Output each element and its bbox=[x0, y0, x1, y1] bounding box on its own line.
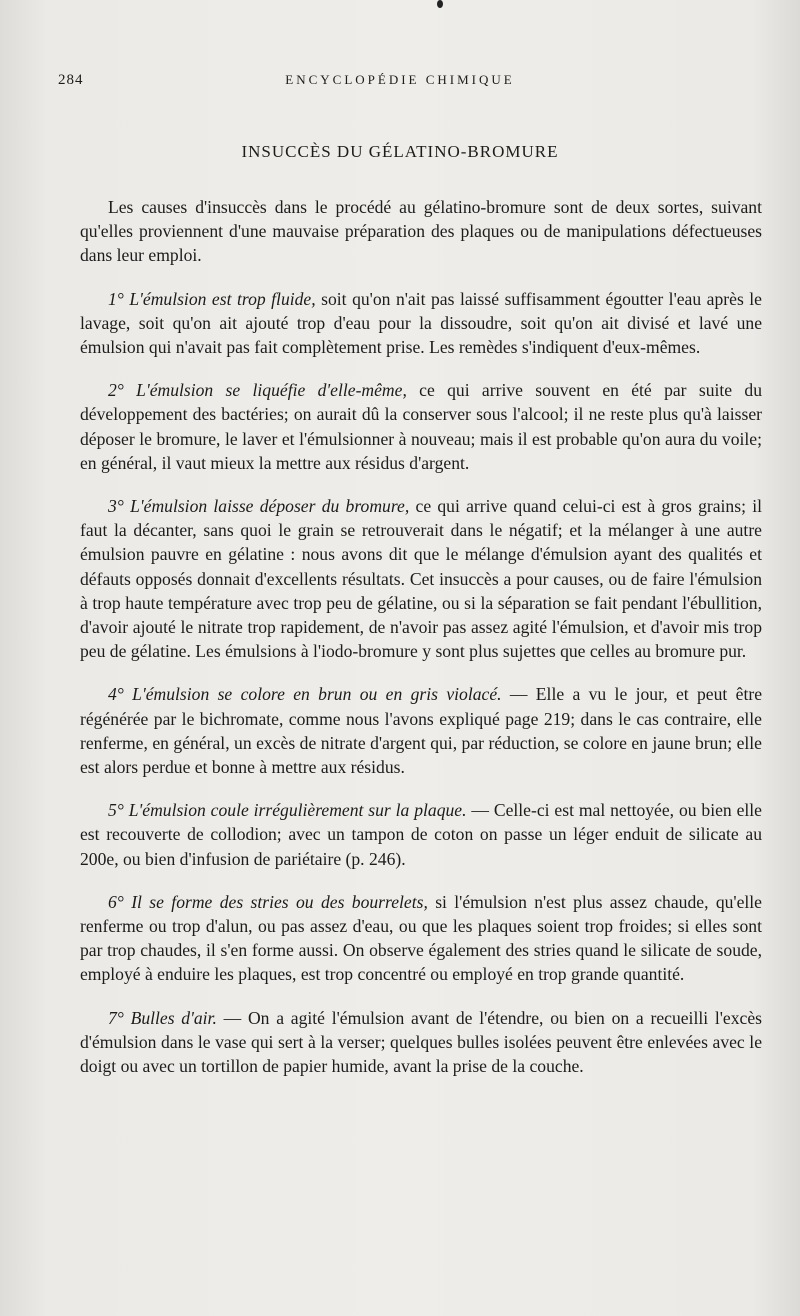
paragraph-item-6: 6° Il se forme des stries ou des bourrelets, si l'émulsion n'est plus assez chaude, qu'elle renferme ou trop d'alun, ou pas assez d'eau, ou que les plaques soient trop froides; si elles sont par trop chaudes, il s'en forme aussi. On observe également des stries quand le silicate de soude, employé à enduire les plaques, est trop concentré ou employé en trop grande quantité. bbox=[80, 891, 762, 985]
item-lead: 1° L'émulsion est trop fluide, bbox=[108, 288, 316, 309]
page-number: 284 bbox=[58, 72, 84, 88]
item-lead: 2° L'émulsion se liquéfie d'elle-même, bbox=[108, 380, 407, 401]
item-lead: 7° Bulles d'air. bbox=[108, 1007, 217, 1028]
paragraph-item-7: 7° Bulles d'air. — On a agité l'émulsion avant de l'étendre, ou bien on a recueilli l'excès d'émulsion dans le vase qui sert à la verser; quelques bulles isolées peuvent être enlevées avec le doigt ou avec un tortillon de papier humide, avant la prise de la couche. bbox=[80, 1007, 762, 1077]
section-title: INSUCCÈS DU GÉLATINO-BROMURE bbox=[241, 142, 559, 161]
body-text bbox=[80, 195, 762, 1097]
item-lead: 6° Il se forme des stries ou des bourrelets, bbox=[108, 891, 428, 912]
paragraph-intro: Les causes d'insuccès dans le procédé au gélatino-bromure sont de deux sortes, suivant qu'elles proviennent d'une mauvaise préparation des plaques ou de manipulations défectueuses dans leur emploi. bbox=[80, 197, 762, 266]
running-title: ENCYCLOPÉDIE CHIMIQUE bbox=[285, 72, 515, 87]
ink-dot bbox=[437, 0, 443, 8]
paragraph-item-2: 2° L'émulsion se liquéfie d'elle-même, ce qui arrive souvent en été par suite du développement des bactéries; on aurait dû la conserver sous l'alcool; il ne reste plus qu'à laisser déposer le bromure, le laver et l'émulsionner à nouveau; mais il est probable qu'on aura du voile; en général, il vaut mieux la mettre aux résidus d'argent. bbox=[80, 380, 762, 473]
item-lead: 4° L'émulsion se colore en brun ou en gris violacé. bbox=[108, 684, 502, 705]
item-lead: 3° L'émulsion laisse déposer du bromure, bbox=[108, 496, 410, 517]
item-lead: 5° L'émulsion coule irrégulièrement sur la plaque. bbox=[108, 800, 467, 821]
paragraph-item-5: 5° L'émulsion coule irrégulièrement sur la plaque. — Celle-ci est mal nettoyée, ou bien elle est recouverte de collodion; avec un tampon de coton on passe un léger enduit de silicate au 200e, ou bien d'infusion de pariétaire (p. 246). bbox=[80, 800, 762, 869]
paragraph-item-4: 4° L'émulsion se colore en brun ou en gris violacé. — Elle a vu le jour, et peut être régénérée par le bichromate, comme nous l'avons expliqué page 219; dans le cas contraire, elle renferme, en général, un excès de nitrate d'argent qui, par réduction, se colore en jaune brun; elle est alors perdue et bonne à mettre aux résidus. bbox=[80, 684, 762, 778]
paragraph-item-1: 1° L'émulsion est trop fluide, soit qu'on n'ait pas laissé suffisamment égoutter l'eau après le lavage, soit qu'on ait ajouté trop d'eau pour la dissoudre, soit qu'on ait divisé et lavé une émulsion qui n'avait pas fait complètement prise. Les remèdes s'indiquent d'eux-mêmes. bbox=[80, 288, 762, 358]
paragraph-item-3: 3° L'émulsion laisse déposer du bromure, ce qui arrive quand celui-ci est à gros grains; il faut la décanter, sans quoi le grain se retrouverait dans le négatif; et la mélanger à une autre émulsion pauvre en gélatine : nous avons dit que le mélange d'émulsion ayant des qualités et défauts opposés donnait d'excellents résultats. Cet insuccès a pour causes, ou de faire l'émulsion à trop haute température avec trop peu de gélatine, ou si la séparation se fait pendant l'ébullition, d'avoir ajouté le nitrate trop rapidement, de n'avoir pas assez agité l'émulsion, et d'avoir mis trop peu de gélatine. Les émulsions à l'iodo-bromure y sont plus sujettes que celles au bromure pur. bbox=[80, 496, 762, 662]
